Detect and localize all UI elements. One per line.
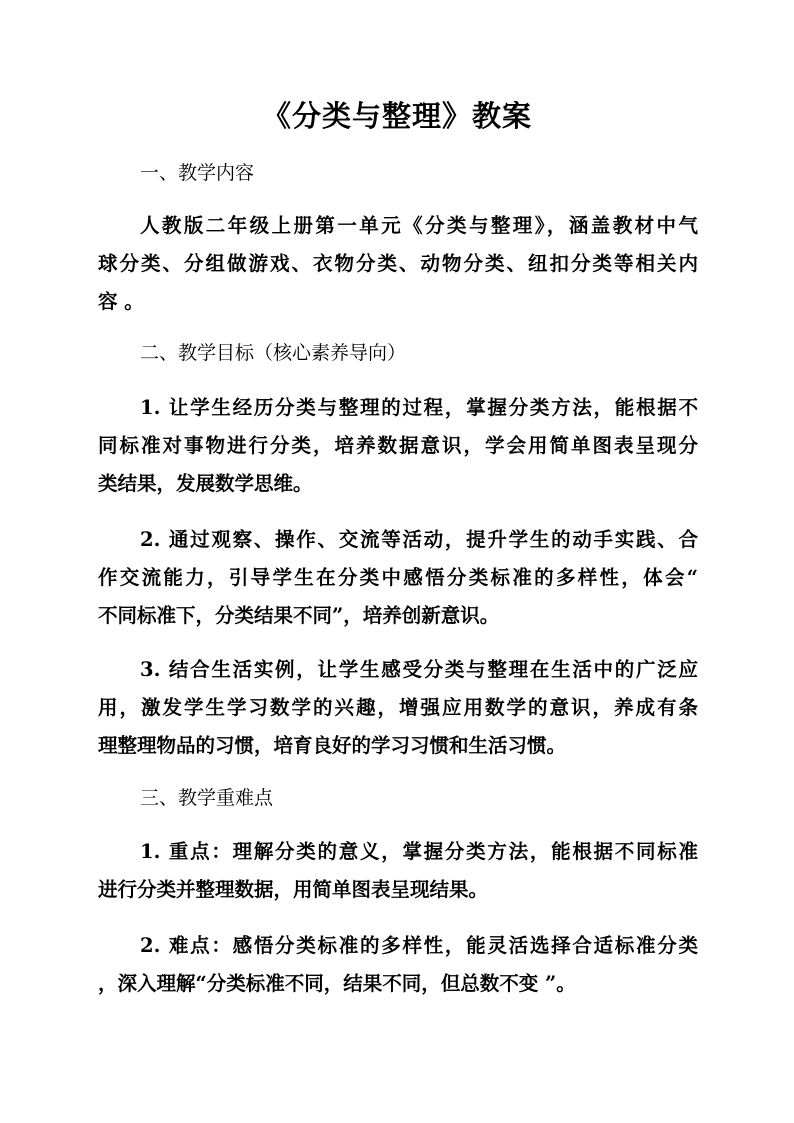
paragraph-line: 2. 难点：感悟分类标准的多样性，能灵活选择合适标准分类 — [140, 934, 698, 957]
paragraph-key-point — [98, 833, 698, 909]
section-heading-teaching-goals: 二、教学目标（核心素养导向） — [140, 342, 407, 364]
paragraph-line: 1. 重点：理解分类的意义，掌握分类方法，能根据不同标准 — [140, 840, 698, 863]
paragraph-line: 2. 通过观察、操作、交流等活动，提升学生的动手实践、合 — [140, 528, 698, 551]
paragraph-goal-2 — [98, 521, 698, 635]
paragraph-goal-3 — [98, 651, 698, 765]
paragraph-line: 进行分类并整理数据，用简单图表呈现结果。 — [98, 878, 489, 901]
paragraph-line: 作交流能力，引导学生在分类中感悟分类标准的多样性，体会“ — [98, 566, 698, 589]
paragraph-goal-1 — [98, 389, 698, 503]
paragraph-line: 用，激发学生学习数学的兴趣，增强应用数学的意识，养成有条 — [98, 696, 698, 719]
paragraph-teaching-content — [98, 207, 698, 321]
document-title: 《分类与整理》教案 — [261, 99, 532, 133]
paragraph-line: 球分类、分组做游戏、衣物分类、动物分类、纽扣分类等相关内 — [98, 252, 698, 275]
paragraph-line: 同标准对事物进行分类，培养数据意识，学会用简单图表呈现分 — [98, 434, 698, 457]
paragraph-line: 容 。 — [98, 290, 144, 313]
paragraph-line: 人教版二年级上册第一单元《分类与整理》，涵盖教材中气 — [140, 214, 698, 237]
paragraph-difficult-point — [98, 927, 698, 1003]
paragraph-line: 1. 让学生经历分类与整理的过程，掌握分类方法，能根据不 — [140, 396, 698, 419]
section-heading-key-difficult-points: 三、教学重难点 — [140, 787, 274, 809]
paragraph-line: 类结果，发展数学思维。 — [98, 472, 313, 495]
paragraph-line: 3. 结合生活实例，让学生感受分类与整理在生活中的广泛应 — [140, 658, 698, 681]
paragraph-line: 理整理物品的习惯，培育良好的学习习惯和生活习惯。 — [98, 734, 567, 757]
section-heading-teaching-content: 一、教学内容 — [140, 162, 255, 184]
paragraph-line: 不同标准下，分类结果不同”，培养创新意识。 — [98, 604, 500, 627]
paragraph-line: ，深入理解“分类标准不同，结果不同，但总数不变 ”。 — [98, 972, 576, 995]
